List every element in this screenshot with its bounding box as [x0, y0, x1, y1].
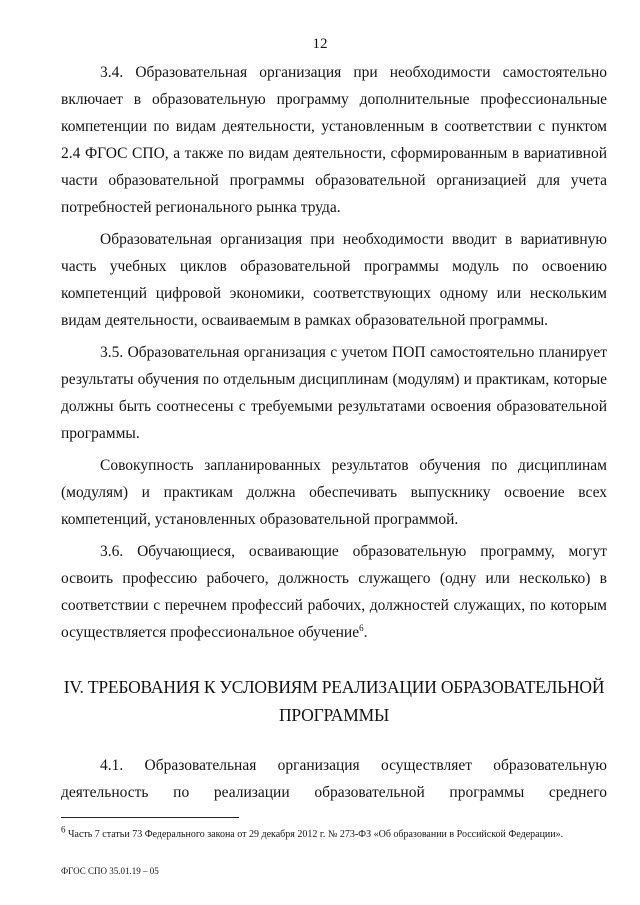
- section-heading-line-1: IV. ТРЕБОВАНИЯ К УСЛОВИЯМ РЕАЛИЗАЦИИ ОБРАЗОВАТЕЛЬНОЙ: [63, 677, 605, 697]
- footnote-separator: [61, 817, 239, 818]
- section-heading-line-2: ПРОГРАММЫ: [278, 705, 390, 725]
- footnote-mark: 6: [61, 824, 66, 835]
- document-code: ФГОС СПО 35.01.19 – 05: [61, 866, 159, 876]
- paragraph-3-6-end: .: [363, 624, 368, 641]
- section-heading: [61, 673, 607, 729]
- footnote-text: Часть 7 статьи 73 Федерального закона от 29 декабря 2012 г. № 273-ФЗ «Об образовании в Российской Федерации».: [65, 829, 564, 840]
- paragraph-3-6-text: 3.6. Обучающиеся, осваивающие образовательную программу, могут освоить профессию рабочего, должность служащего (одну или несколько) в соответствии с перечнем профессий рабочих, должностей служащих, по которым осуществляется профессиональное обучение: [61, 543, 607, 641]
- document-body: [61, 59, 607, 806]
- paragraph-3-4: 3.4. Образовательная организация при необходимости самостоятельно включает в образовательную программу дополнительные профессиональные компетенции по видам деятельности, установленным в соответствии с пунктом 2.4 ФГОС СПО, а также по видам деятельности, сформированным в вариативной части образовательной программы образовательной организацией для учета потребностей регионального рынка труда.: [61, 64, 607, 216]
- paragraph-4-1: 4.1. Образовательная организация осуществляет образовательную деятельность по реализации образовательной программы среднего: [61, 757, 607, 801]
- paragraph-digital-economy: Образовательная организация при необходимости вводит в вариативную часть учебных циклов образовательной программы модуль по освоению компетенций цифровой экономики, соответствующих одному или нескольким видам деятельности, осваиваемым в рамках образовательной программы.: [61, 231, 607, 329]
- footnote: [61, 824, 621, 841]
- footnote-reference[interactable]: 6: [359, 622, 364, 633]
- paragraph-3-5: 3.5. Образовательная организация с учетом ПОП самостоятельно планирует результаты обучения по отдельным дисциплинам (модулям) и практикам, которые должны быть соотнесены с требуемыми результатами освоения образовательной программы.: [61, 344, 607, 442]
- paragraph-learning-outcomes: Совокупность запланированных результатов обучения по дисциплинам (модулям) и практикам должна обеспечивать выпускнику освоение всех компетенций, установленных образовательной программой.: [61, 457, 607, 528]
- page-number: 12: [312, 36, 328, 52]
- paragraph-3-6: [61, 538, 607, 646]
